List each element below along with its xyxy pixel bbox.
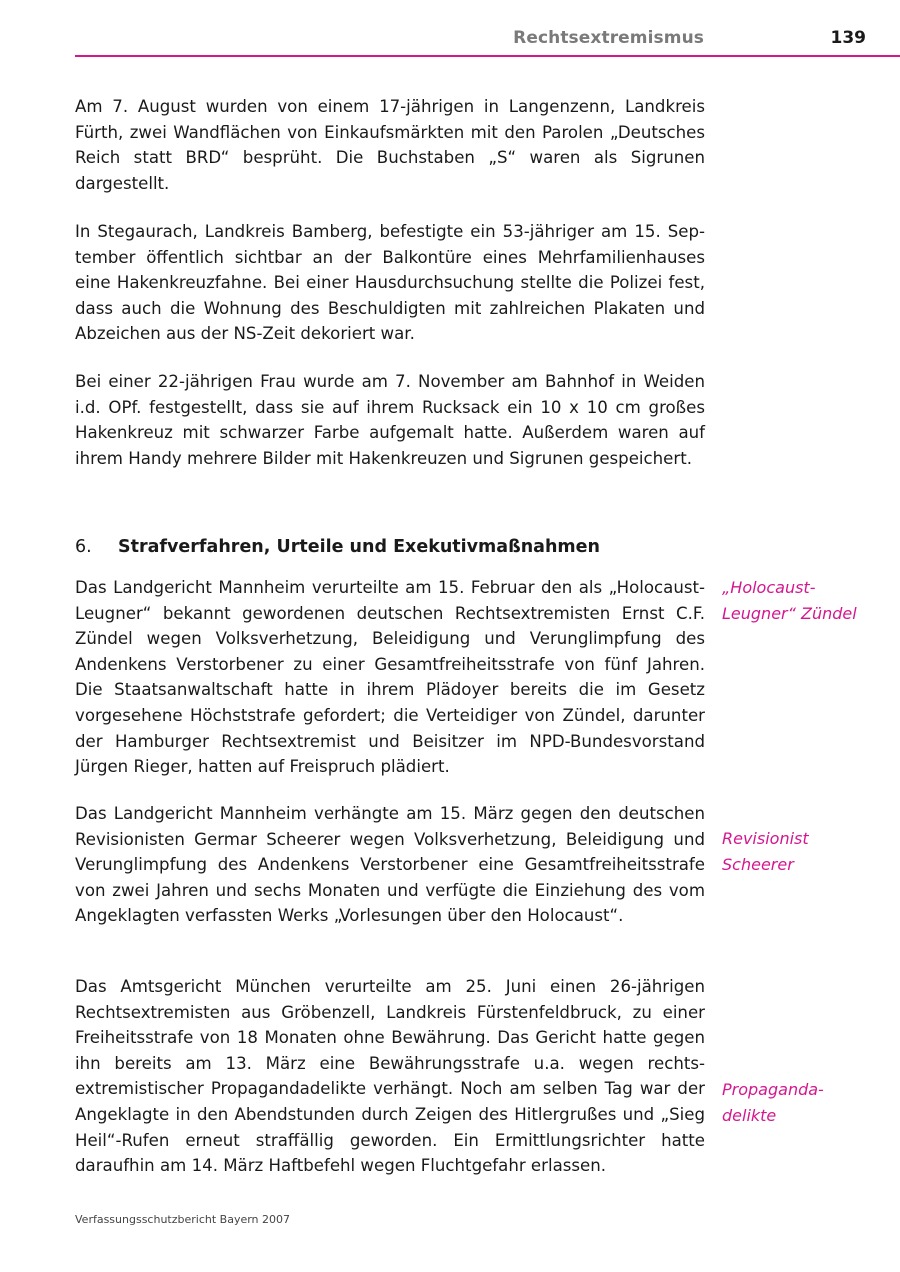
paragraph-2: In Stegaurach, Landkreis Bamberg, befestigte ein 53-jähriger am 15. September öffentlich sichtbar an der Balkontüre eines Mehrfamilienhauses eine Hakenkreuzfahne. Bei einer Hausdurchsuchung stellte die Polizei fest, dass auch die Wohnung des Beschuldigten mit zahlreichen Plakaten und Abzeichen aus der NS-Zeit dekoriert war. <box>75 222 705 344</box>
paragraph-3: Bei einer 22-jährigen Frau wurde am 7. November am Bahnhof in Weiden i.d. OPf. festgestellt, dass sie auf ihrem Rucksack ein 10 x 10 cm großes Hakenkreuz mit schwarzer Farbe aufgemalt hatte. Außerdem waren auf ihrem Handy mehrere Bilder mit Hakenkreuzen und Sigrunen gespeichert. <box>75 372 705 468</box>
section-number: 6. <box>75 537 92 557</box>
running-header-title: Rechtsextremismus <box>513 28 704 48</box>
paragraph-1: Am 7. August wurden von einem 17-jährigen in Langenzenn, Landkreis Fürth, zwei Wandflächen von Einkaufsmärkten mit den Parolen „Deutsches Reich statt BRD“ besprüht. Die Buchstaben „S“ waren als Sigrunen dargestellt. <box>75 97 705 193</box>
section-paragraph-1: Das Landgericht Mannheim verurteilte am 15. Februar den als „Holocaust-Leugner“ bekannt gewordenen deutschen Rechtsextremisten Ernst C.F. Zündel wegen Volksverhetzung, Beleidigung und Verunglimpfung des Andenkens Verstorbener zu einer Gesamtfreiheitsstrafe von fünf Jahren. Die Staatsanwaltschaft hatte in ihrem Plädoyer bereits die im Gesetz vorgesehene Höchststrafe gefordert; die Verteidiger von Zündel, darunter der Hamburger Rechtsextremist und Beisitzer im NPD-Bundesvorstand Jürgen Rieger, hatten auf Freispruch plädiert. <box>75 578 705 777</box>
margin-note-scheerer: Revisionist Scheerer <box>722 829 809 874</box>
header-rule <box>75 55 900 57</box>
page-footer: Verfassungsschutzbericht Bayern 2007 <box>75 1213 291 1226</box>
section-title: Strafverfahren, Urteile und Exekutivmaßnahmen <box>118 537 600 557</box>
section-paragraph-3: Das Amtsgericht München verurteilte am 25. Juni einen 26-jährigen Rechtsextremisten aus Gröbenzell, Landkreis Fürstenfeldbruck, zu einer Freiheitsstrafe von 18 Monaten ohne Bewährung. Das Gericht hatte gegen ihn bereits am 13. März eine Bewährungsstrafe u.a. wegen rechtsextremistischer Propagandadelikte verhängt. Noch am selben Tag war der Angeklagte in den Abendstunden durch Zeigen des Hitlergrußes und „Sieg Heil“-Rufen erneut straffällig geworden. Ein Ermittlungsrichter hatte daraufhin am 14. März Haftbefehl wegen Fluchtgefahr erlassen. <box>75 977 705 1176</box>
margin-note-propaganda: Propaganda- delikte <box>722 1080 824 1125</box>
section-heading <box>75 534 705 560</box>
margin-note-zuendel: „Holocaust- Leugner“ Zündel <box>722 578 857 623</box>
page-number: 139 <box>830 28 866 48</box>
section-paragraph-2: Das Landgericht Mannheim verhängte am 15. März gegen den deutschen Revisionisten Germar Scheerer wegen Volksverhetzung, Beleidigung und Verunglimpfung des Andenkens Verstorbener eine Gesamtfreiheitsstrafe von zwei Jahren und sechs Monaten und verfügte die Einziehung des vom Angeklagten verfassten Werks „Vorlesungen über den Holocaust“. <box>75 804 705 926</box>
